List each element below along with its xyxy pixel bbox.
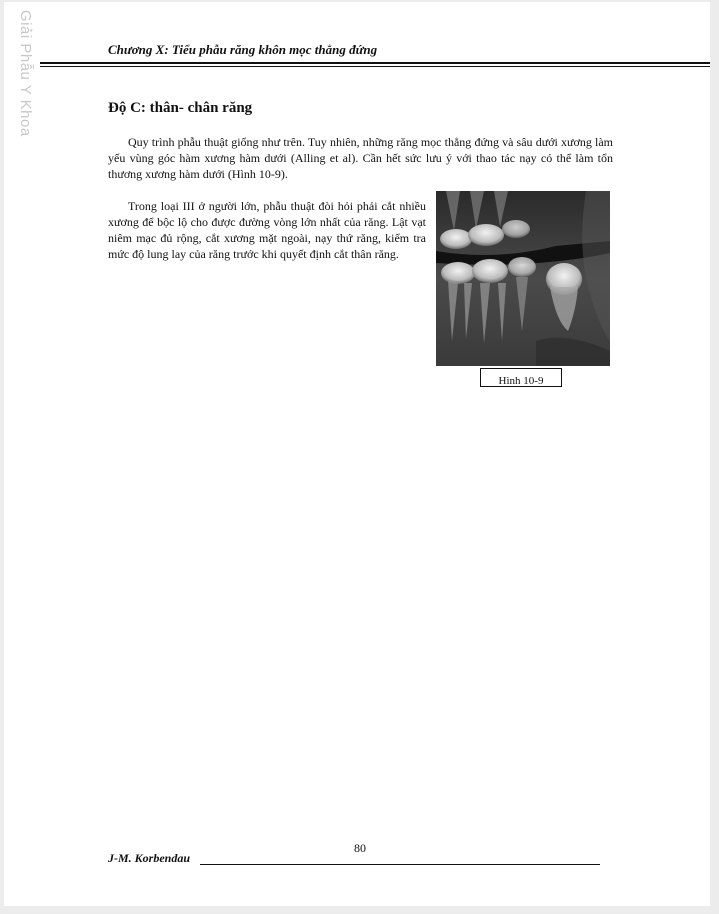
page-number: 80	[354, 841, 366, 855]
footer-author: J-M. Korbendau	[108, 851, 191, 865]
chapter-header: Chương X: Tiểu phẫu răng khôn mọc thẳng đứng	[108, 42, 378, 57]
header-rule-thin	[40, 66, 710, 67]
footer-rule	[200, 864, 600, 865]
xray-illustration	[436, 191, 610, 366]
section-title: Độ C: thân- chân răng	[108, 100, 253, 116]
header-rule	[40, 62, 710, 64]
figure-caption: Hình 10-9	[480, 368, 562, 387]
body-paragraph-1: Quy trình phẫu thuật giống như trên. Tuy nhiên, những răng mọc thẳng đứng và sâu dưới xương làm yếu vùng góc hàm xương hàm dưới (Alling et al). Cần hết sức lưu ý với thao tác nạy có thể làm tổn thương xương hàm dưới (Hình 10-9).	[108, 135, 613, 181]
side-watermark: Giải Phẫu Y Khoa	[17, 10, 34, 137]
xray-figure-image	[436, 191, 610, 366]
body-paragraph-2: Trong loại III ở người lớn, phẫu thuật đòi hỏi phải cắt nhiều xương để bộc lộ cho được đường vòng lớn nhất của răng. Lật vạt niêm mạc đủ rộng, cắt xương mặt ngoài, nạy thứ răng, kiểm tra mức độ lung lay của răng trước khi quyết định cắt thân răng.	[108, 199, 426, 261]
